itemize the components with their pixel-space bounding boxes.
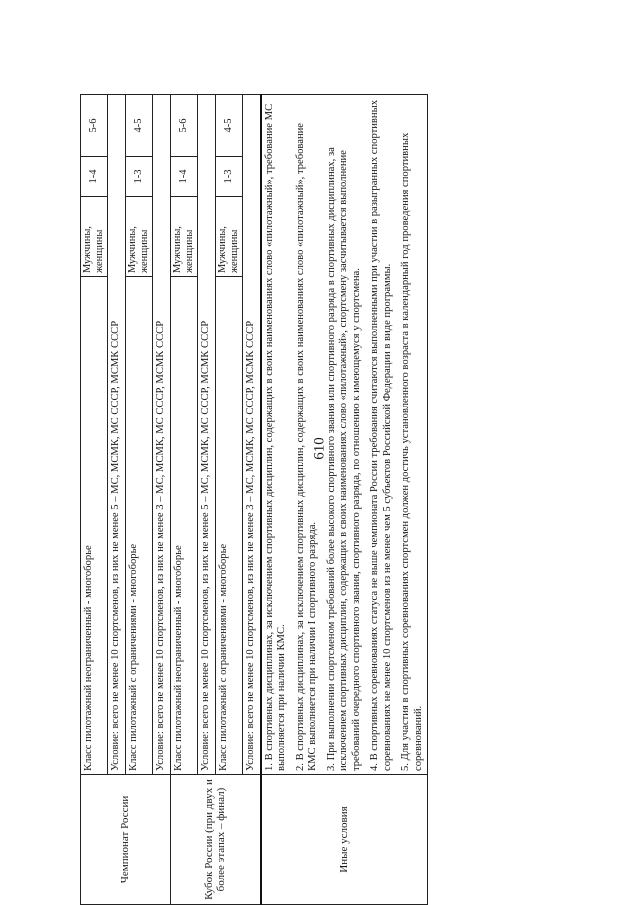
section-label: Кубок России (при двух и более этапах – финал) xyxy=(171,775,261,905)
rotated-table-container xyxy=(80,95,550,905)
places-cell: 5-6 xyxy=(171,94,198,156)
gender-cell: Мужчины, женщины xyxy=(126,196,153,276)
places-cell: 4-5 xyxy=(216,94,243,156)
class-cell: Класс пилотажный с ограничениями - многоборье xyxy=(126,276,153,774)
table-row xyxy=(81,94,108,904)
condition-item: 3. При выполнении спортсменом требований более высокого спортивного звания или спортивного разряда в спортивных дисциплинах, за исключением спортивных дисциплин, содержащих в своих наименованиях слово «пилотажный», спортсмену засчитывается выполнение требований очередного спортивного звания, спортивного разряда, по отношению к имеющемуся у спортсмена. xyxy=(325,147,362,771)
section-label: Чемпионат России xyxy=(81,775,171,905)
condition-item: 5. Для участия в спортивных соревнованиях спортсмен должен достичь установленного возраста в календарный год проведения спортивных соревнований. xyxy=(400,132,424,771)
condition-cell: Условие: всего не менее 10 спортсменов, из них не менее 3 – МС, МСМК, МС СССР, МСМК СССР xyxy=(243,94,261,774)
places-cell: 1-3 xyxy=(126,156,153,196)
table-row xyxy=(261,94,428,904)
places-cell: 5-6 xyxy=(81,94,108,156)
other-conditions-label: Иные условия xyxy=(261,775,428,905)
class-cell: Класс пилотажный неограниченный - многоборье xyxy=(171,276,198,774)
class-cell: Класс пилотажный неограниченный - многоборье xyxy=(81,276,108,774)
places-cell: 1-3 xyxy=(216,156,243,196)
gender-cell: Мужчины, женщины xyxy=(81,196,108,276)
qualification-table xyxy=(80,94,428,905)
page-number: 610 xyxy=(311,437,328,460)
condition-item: 2. В спортивных дисциплинах, за исключением спортивных дисциплин, содержащих в своих наименованиях слово «пилотажный», требование КМС выполняется при наличии I спортивного разряда. xyxy=(294,122,318,771)
other-conditions-cell xyxy=(261,94,428,774)
gender-cell: Мужчины, женщины xyxy=(216,196,243,276)
places-cell: 4-5 xyxy=(126,94,153,156)
condition-item: 4. В спортивных соревнованиях статуса не выше чемпионата России требования считаются выполненными при участии в разыгранных спортивных соревнованиях не менее 10 спортсменов из не менее чем 5 субъектов Российской Федерации в виде программы. xyxy=(369,99,393,771)
condition-item: 1. В спортивных дисциплинах, за исключением спортивных дисциплин, содержащих в своих наименованиях слово «пилотажный», требование МС выполняется при наличии КМС. xyxy=(263,103,287,771)
table-row xyxy=(171,94,198,904)
class-cell: Класс пилотажный с ограничениями - многоборье xyxy=(216,276,243,774)
places-cell: 1-4 xyxy=(81,156,108,196)
condition-cell: Условие: всего не менее 10 спортсменов, из них не менее 5 – МС, МСМК, МС СССР, МСМК СССР xyxy=(108,94,126,774)
gender-cell: Мужчины, женщины xyxy=(171,196,198,276)
condition-cell: Условие: всего не менее 10 спортсменов, из них не менее 5 – МС, МСМК, МС СССР, МСМК СССР xyxy=(198,94,216,774)
places-cell: 1-4 xyxy=(171,156,198,196)
condition-cell: Условие: всего не менее 10 спортсменов, из них не менее 3 – МС, МСМК, МС СССР, МСМК СССР xyxy=(153,94,171,774)
